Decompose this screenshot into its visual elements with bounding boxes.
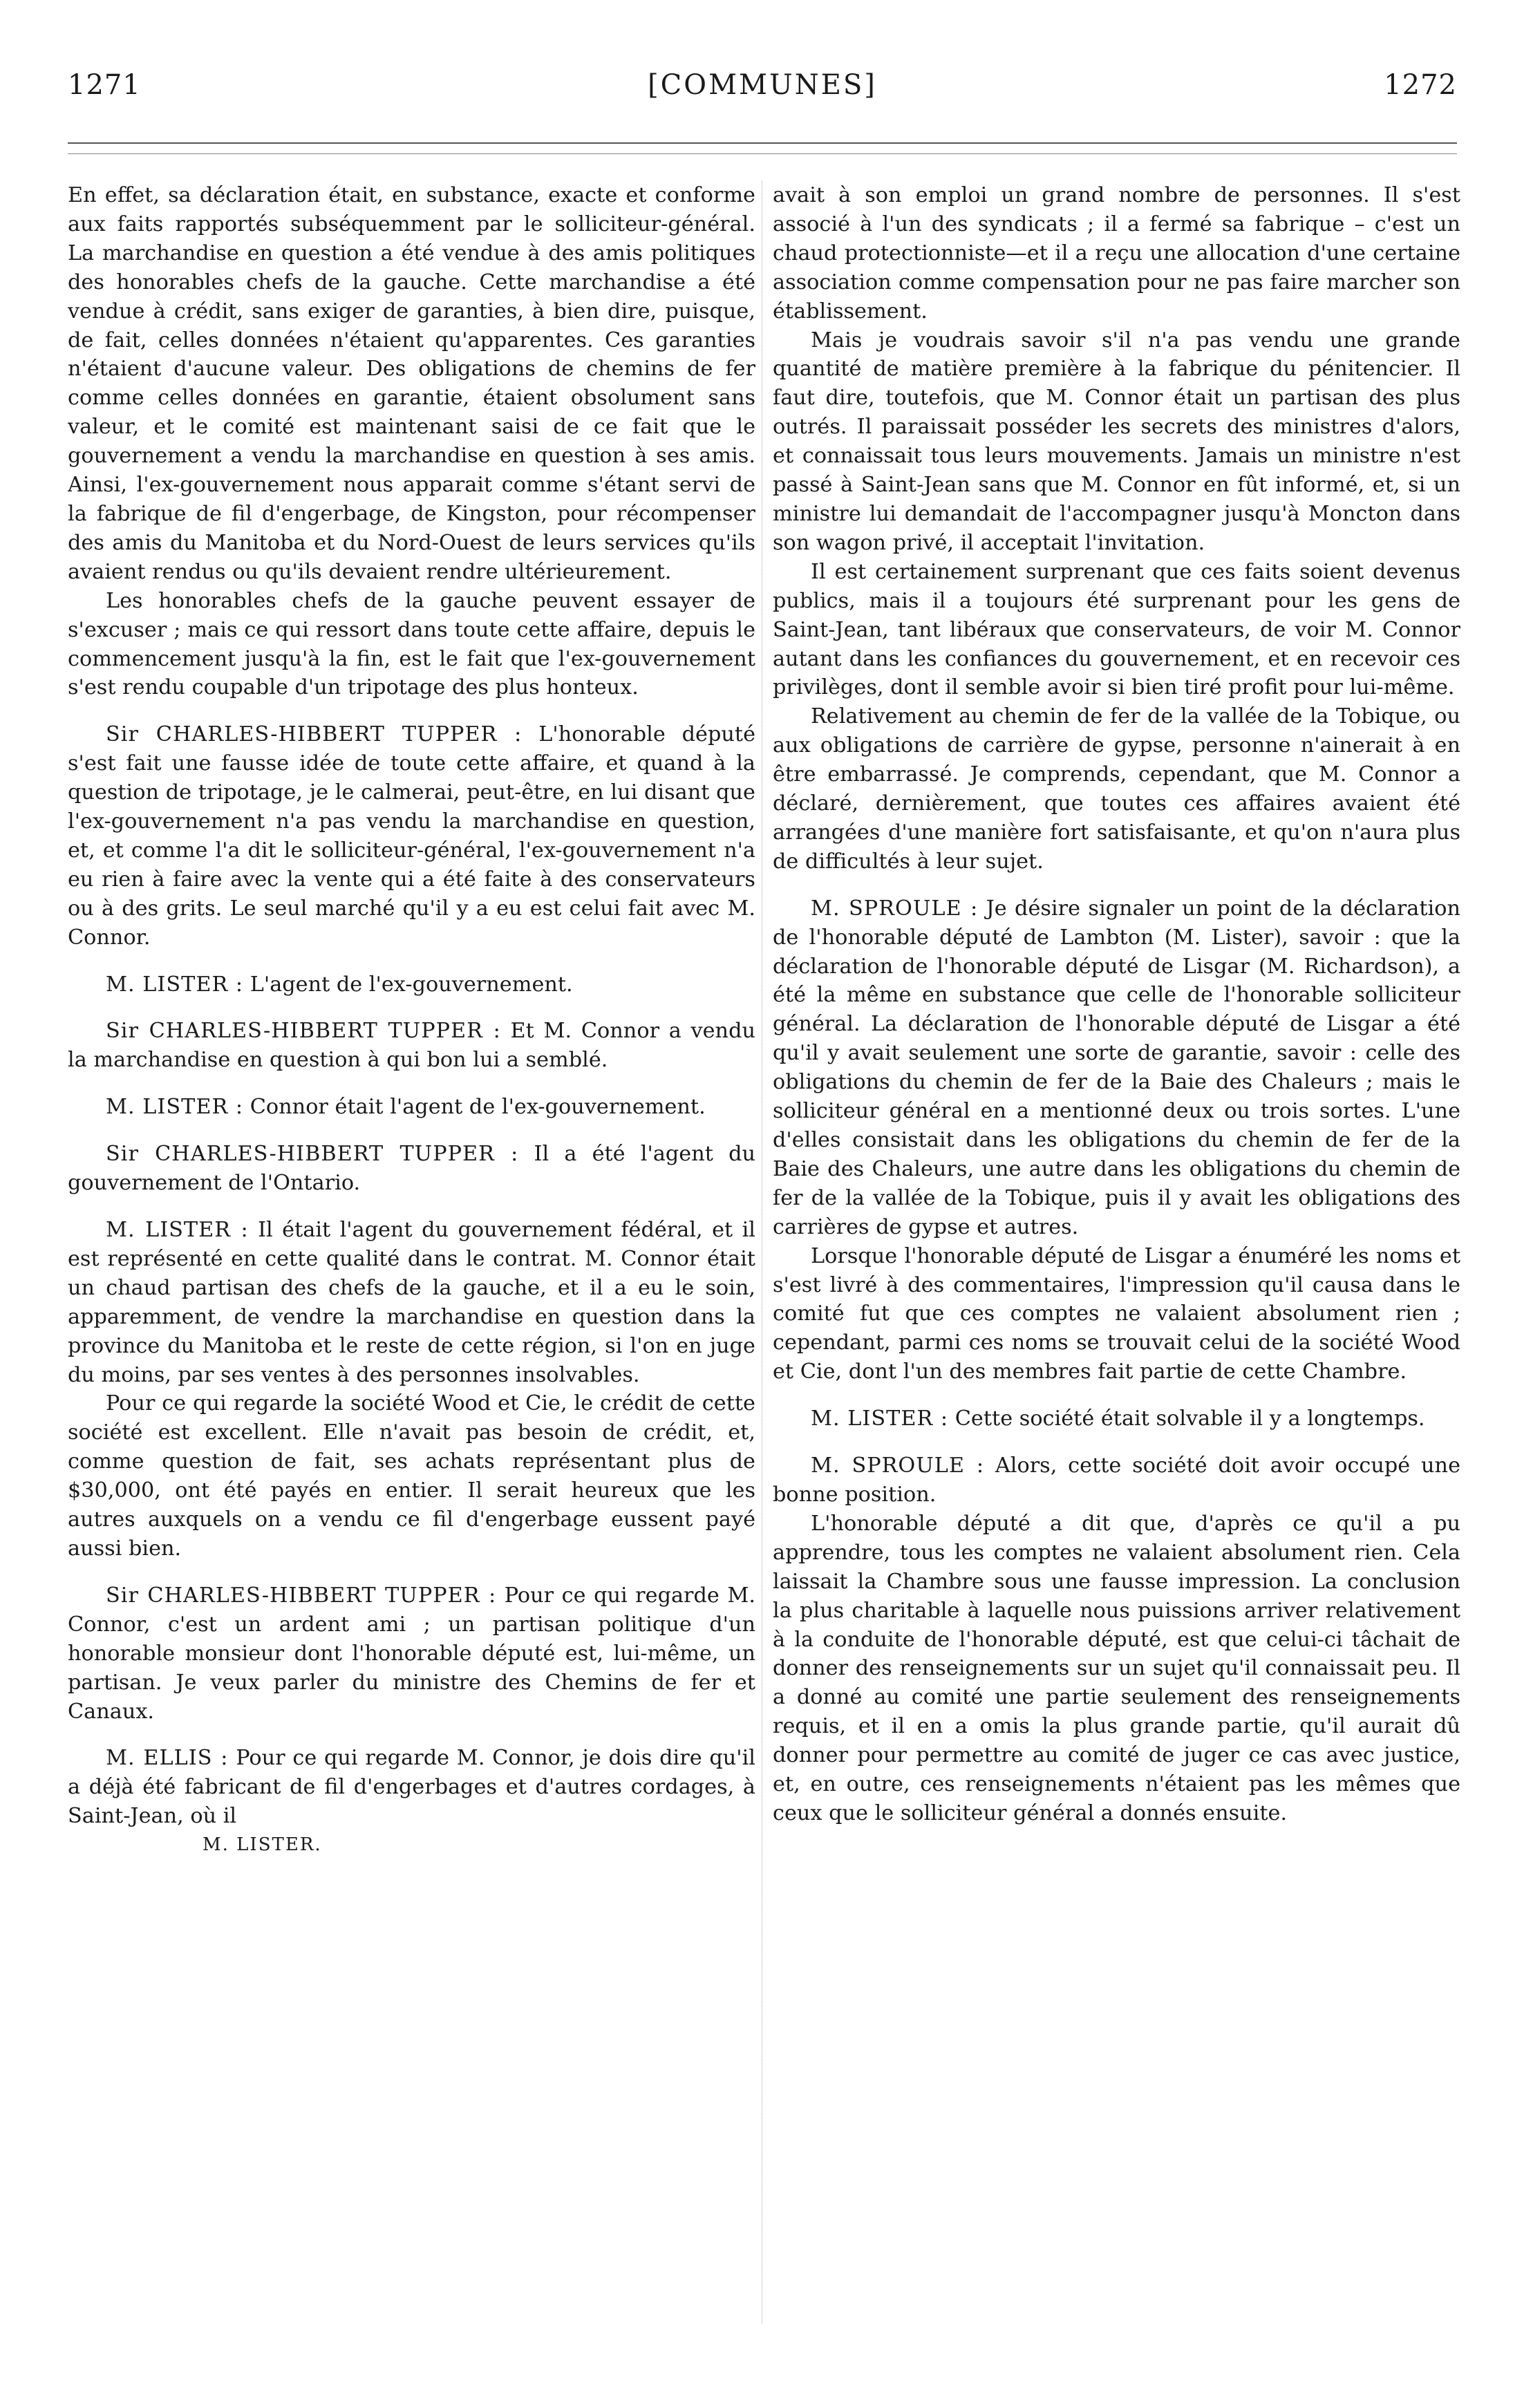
speech: M. LISTER : Connor était l'agent de l'ex-gouvernement. [106, 1095, 706, 1120]
page-title: [COMMUNES] [648, 69, 877, 101]
speech: Sir CHARLES-HIBBERT TUPPER : L'honorable député s'est fait une fausse idée de toute cette affaire, et quand à la question de tripotage, je le calmerai, peut-être, en lui disant que l'ex-gouvernement n'a pas vendu la marchandise en question, et, et comme l'a dit le solliciteur-général, l'ex-gouvernement n'a eu rien à faire avec la vente qui a été faite à des conservateurs ou à des grits. Le seul marché qu'il y a eu est celui fait avec M. Connor. [68, 722, 755, 950]
paragraph: En effet, sa déclaration était, en substance, exacte et conforme aux faits rapportés subséquemment par le solliciteur-général. La marchandise en question a été vendue à des amis politiques des honorables chefs de la gauche. Cette marchandise a été vendue à crédit, sans exiger de garanties, à bien dire, puisque, de fait, celles données n'étaient qu'apparentes. Ces garanties n'étaient d'aucune valeur. Des obligations de chemins de fer comme celles données en garantie, étaient obsolument sans valeur, et le comité est maintenant saisi de ce fait que le gouvernement a vendu la marchandise en question à ses amis. Ainsi, l'ex-gouvernement nous apparait comme s'étant servi de la fabrique de fil d'engerbage, de Kingston, pour récompenser des amis du Manitoba et du Nord-Ouest de leurs services qu'ils avaient rendus ou qu'ils devaient rendre ultérieurement. [68, 183, 755, 584]
right-column [773, 181, 1460, 2338]
speaker-name: M. LISTER : [106, 972, 244, 997]
speech: M. SPROULE : Alors, cette société doit avoir occupé une bonne position. [773, 1454, 1460, 1507]
left-column [68, 181, 755, 2338]
speech: M. LISTER : Il était l'agent du gouvernement fédéral, et il est représenté en cette qualité dans le contrat. M. Connor était un chaud partisan des chefs de la gauche, et il a eu le soin, apparemment, de vendre la marchandise en question dans la province du Manitoba et le reste de cette région, si l'on en juge du moins, par ses ventes à des personnes insolvables. [68, 1218, 755, 1387]
header-rule [68, 142, 1457, 154]
page-header [68, 69, 1457, 117]
speech: Sir CHARLES-HIBBERT TUPPER : Et M. Connor a vendu la marchandise en question à qui bon lui a semblé. [68, 1019, 755, 1073]
speech: M. LISTER : Cette société était solvable il y a longtemps. [811, 1407, 1425, 1431]
paragraph: Lorsque l'honorable député de Lisgar a énuméré les noms et s'est livré à des commentaires, l'impression qu'il causa dans le comité fut que ces comptes ne valaient absolument rien ; cependant, parmi ces noms se trouvait celui de la société Wood et Cie, dont l'un des membres fait partie de cette Chambre. [773, 1243, 1460, 1384]
speech: M. SPROULE : Je désire signaler un point de la déclaration de l'honorable député de Lambton (M. Lister), savoir : que la déclaration de l'honorable député de Lisgar (M. Richardson), a été la même en substance que celle de l'honorable solliciteur général. La déclaration de l'honorable député de Lisgar a été qu'il y avait seulement une sorte de garantie, savoir : celle des obligations du chemin de fer de la Baie des Chaleurs ; mais le solliciteur général en a mentionné deux ou trois sortes. L'une d'elles consistait dans les obligations du chemin de fer de la Baie des Chaleurs, une autre dans les obligations du chemin de fer de la vallée de la Tobique, puis il y avait les obligations des carrières de gypse et autres. [773, 896, 1460, 1239]
speaker-name: M. SPROULE : [811, 896, 979, 921]
page-number-right: 1272 [1384, 69, 1457, 101]
speech: Sir CHARLES-HIBBERT TUPPER : Il a été l'agent du gouvernement de l'Ontario. [68, 1142, 755, 1196]
page-number-left: 1271 [68, 69, 141, 101]
speaker-name: M. LISTER : [811, 1407, 949, 1431]
paragraph: Relativement au chemin de fer de la vallée de la Tobique, ou aux obligations de carrière de gypse, personne n'ainerait à en être embarrassé. Je comprends, cependant, que M. Connor a déclaré, dernièrement, que toutes ces affaires avaient été arrangées d'une manière fort satisfaisante, et qu'on n'aura plus de difficultés à leur sujet. [773, 704, 1460, 874]
speaker-name: Sir CHARLES-HIBBERT TUPPER : [106, 1142, 519, 1167]
paragraph: Les honorables chefs de la gauche peuvent essayer de s'excuser ; mais ce qui ressort dans toute cette affaire, depuis le commencement jusqu'à la fin, est le fait que l'ex-gouvernement s'est rendu coupable d'un tripotage des plus honteux. [68, 588, 755, 700]
speaker-name: Sir CHARLES-HIBBERT TUPPER : [106, 722, 523, 747]
speaker-name: Sir CHARLES-HIBBERT TUPPER : [106, 1583, 497, 1608]
speaker-signature: M. LISTER. [203, 1834, 322, 1856]
speaker-name: Sir CHARLES-HIBBERT TUPPER : [106, 1019, 501, 1044]
speaker-name: M. LISTER : [106, 1095, 244, 1120]
speech: Sir CHARLES-HIBBERT TUPPER : Pour ce qui regarde M. Connor, c'est un ardent ami ; un partisan politique d'un honorable monsieur dont l'honorable député est, lui-même, un partisan. Je veux parler du ministre des Chemins de fer et Canaux. [68, 1583, 755, 1724]
paragraph: Il est certainement surprenant que ces faits soient devenus publics, mais il a toujours été surprenant pour les gens de Saint-Jean, tant libéraux que conservateurs, de voir M. Connor autant dans les confiances du gouvernement, et en recevoir ces privilèges, dont il semble avoir si bien tiré profit pour lui-même. [773, 559, 1460, 700]
paragraph: L'honorable député a dit que, d'après ce qu'il a pu apprendre, tous les comptes ne valaient absolument rien. Cela laissait la Chambre sous une fausse impression. La conclusion la plus charitable à laquelle nous puissions arriver relativement à la conduite de l'honorable député, est que celui-ci tâchait de donner des renseignements sur un sujet qu'il connaissait peu. Il a donné au comité une partie seulement des renseignements requis, et il en a omis la plus grande partie, qu'il aurait dû donner pour permettre au comité de juger ce cas avec justice, et, en outre, ces renseignements n'étaient pas les mêmes que ceux que le solliciteur général a donnés ensuite. [773, 1511, 1460, 1825]
paragraph: avait à son emploi un grand nombre de personnes. Il s'est associé à l'un des syndicats ; il a fermé sa fabrique – c'est un chaud protectionniste—et il a reçu une allocation d'une certaine association comme compensation pour ne pas faire marcher son établissement. [773, 183, 1460, 323]
speech: M. ELLIS : Pour ce qui regarde M. Connor, je dois dire qu'il a déjà été fabricant de fil d'engerbages et d'autres cordages, à Saint-Jean, où il [68, 1746, 755, 1829]
paragraph: Mais je voudrais savoir s'il n'a pas vendu une grande quantité de matière première à la fabrique du pénitencier. Il faut dire, toutefois, que M. Connor était un partisan des plus outrés. Il paraissait posséder les secrets des ministres d'alors, et connaissait tous leurs mouvements. Jamais un ministre n'est passé à Saint-Jean sans que M. Connor en fût informé, et, si un ministre lui demandait de l'accompagner jusqu'à Moncton dans son wagon privé, il acceptait l'invitation. [773, 328, 1460, 555]
speech: M. LISTER : L'agent de l'ex-gouvernement. [106, 972, 573, 997]
speaker-name: M. LISTER : [106, 1218, 249, 1242]
speaker-name: M. ELLIS : [106, 1746, 229, 1771]
speaker-name: M. SPROULE : [811, 1454, 985, 1478]
paragraph: Pour ce qui regarde la société Wood et Cie, le crédit de cette société est excellent. Elle n'avait pas besoin de crédit, et, comme question de fait, ses achats représentant plus de $30,000, ont été payés en entier. Il serait heureux que les autres auxquels on a vendu ce fil d'engerbage eussent payé aussi bien. [68, 1391, 755, 1561]
